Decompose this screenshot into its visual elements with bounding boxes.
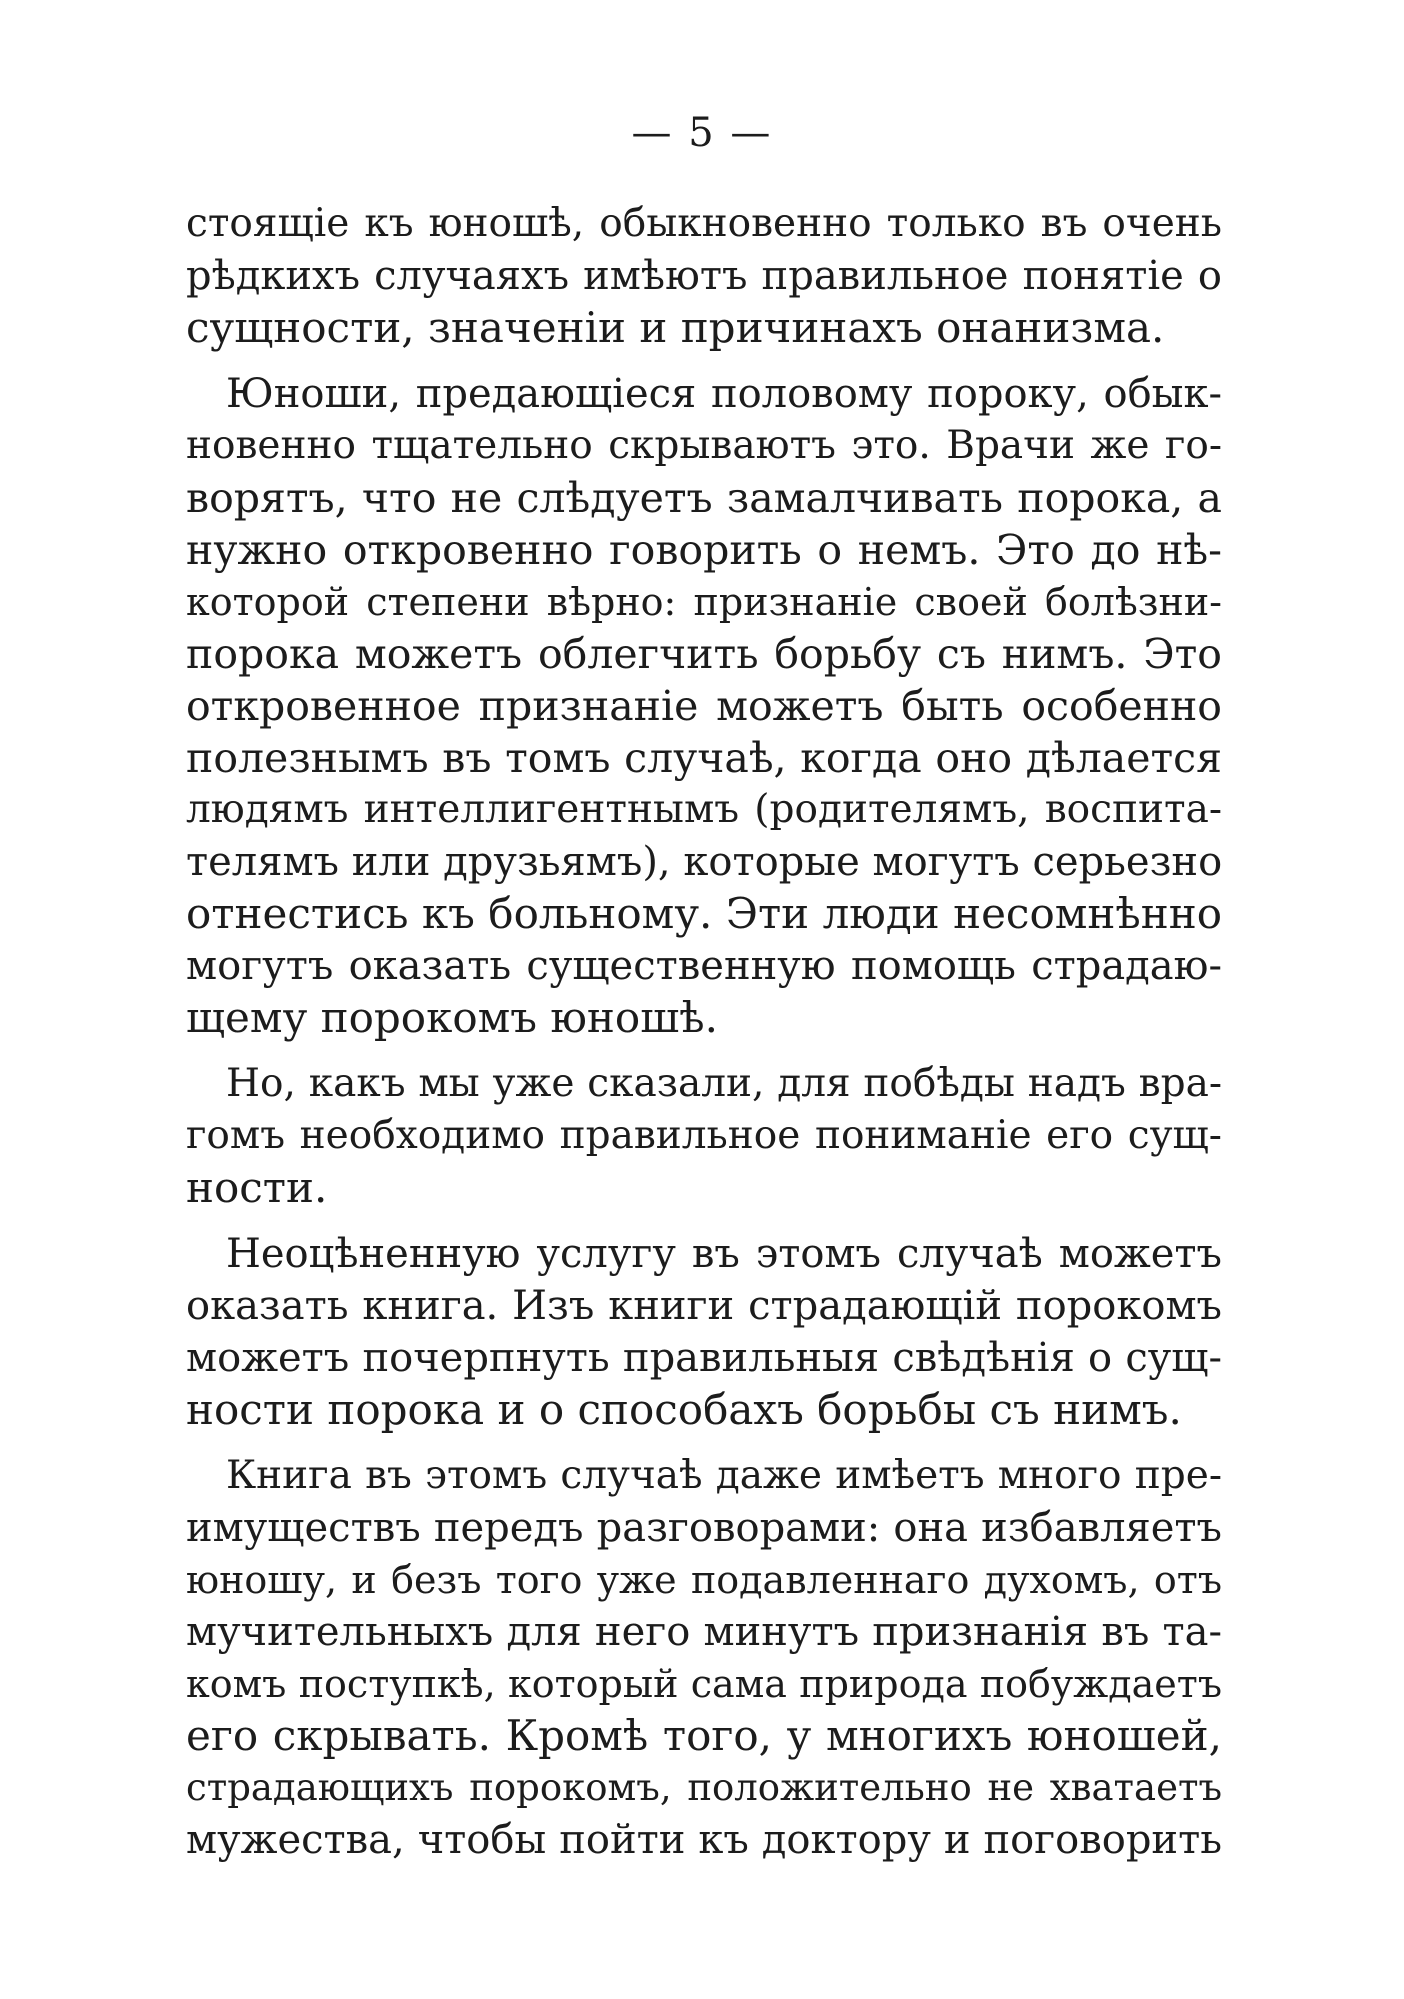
text-line: телямъ или друзьямъ), которые могутъ серьезно [186,839,1222,885]
text-line: ности порока и о способахъ борьбы съ нимъ. [186,1385,1182,1434]
text-line: нужно откровенно говорить о немъ. Это до нѣ- [186,526,1222,574]
text-line: людямъ интеллигентнымъ (родителямъ, воспита- [186,787,1222,832]
text-line: отнестись къ больному. Эти люди несомнѣнно [186,889,1222,938]
paragraph-gap [186,1044,1222,1058]
text-line: щему порокомъ юношѣ. [186,993,718,1042]
page-number: — 5 — [631,110,773,156]
paragraph-gap [186,1436,1222,1450]
text-line: можетъ почерпнуть правильныя свѣдѣнія о сущ- [186,1335,1222,1381]
paragraph [186,368,1222,1044]
text-line: сущности, значеніи и причинахъ онанизма. [186,303,1165,352]
text-line: гомъ необходимо правильное пониманіе его сущ- [186,1113,1222,1158]
paragraph-gap [186,354,1222,368]
paragraph [186,1228,1222,1436]
text-line: ворятъ, что не слѣдуетъ замалчивать порока, а [186,474,1222,522]
text-line: юношу, и безъ того уже подавленнаго духомъ, отъ [186,1558,1222,1602]
text-line: порока можетъ облегчить борьбу съ нимъ. Это [186,630,1222,678]
text-line: имуществъ передъ разговорами: она избавляетъ [186,1505,1222,1551]
paragraph [186,1450,1222,1866]
paragraph [186,198,1222,354]
text-line: стоящіе къ юношѣ, обыкновенно только въ очень [186,201,1222,246]
text-line: мучительныхъ для него минутъ признанія въ та- [186,1609,1222,1655]
text-line: Неоцѣненную услугу въ этомъ случаѣ можетъ [226,1231,1222,1277]
text-line: которой степени вѣрно: признаніе своей болѣзни- [186,580,1222,624]
text-line: ности. [186,1163,328,1212]
text-line: откровенное признаніе можетъ быть особенно [186,682,1222,730]
body-text [186,198,1222,1866]
text-line: Но, какъ мы уже сказали, для побѣды надъ вра- [226,1061,1222,1106]
text-line: комъ поступкѣ, который сама природа побуждаетъ [186,1662,1222,1706]
text-line: мужества, чтобы пойти къ доктору и поговорить [186,1817,1222,1863]
text-line: Юноши, предающіеся половому пороку, обык- [226,371,1222,417]
text-line: Книга въ этомъ случаѣ даже имѣетъ много пре- [226,1453,1222,1498]
text-line: его скрывать. Кромѣ того, у многихъ юношей, [186,1711,1222,1760]
paragraph [186,1058,1222,1214]
text-line: могутъ оказать существенную помощь страдаю- [186,943,1222,989]
text-line: полезнымъ въ томъ случаѣ, когда оно дѣлается [186,734,1222,782]
text-line: оказать книга. Изъ книги страдающій порокомъ [186,1283,1222,1329]
text-line: рѣдкихъ случаяхъ имѣютъ правильное понятіе о [186,253,1222,299]
text-line: новенно тщательно скрываютъ это. Врачи же го- [186,423,1222,468]
text-line: страдающихъ порокомъ, положительно не хватаетъ [186,1766,1222,1809]
paragraph-gap [186,1214,1222,1228]
